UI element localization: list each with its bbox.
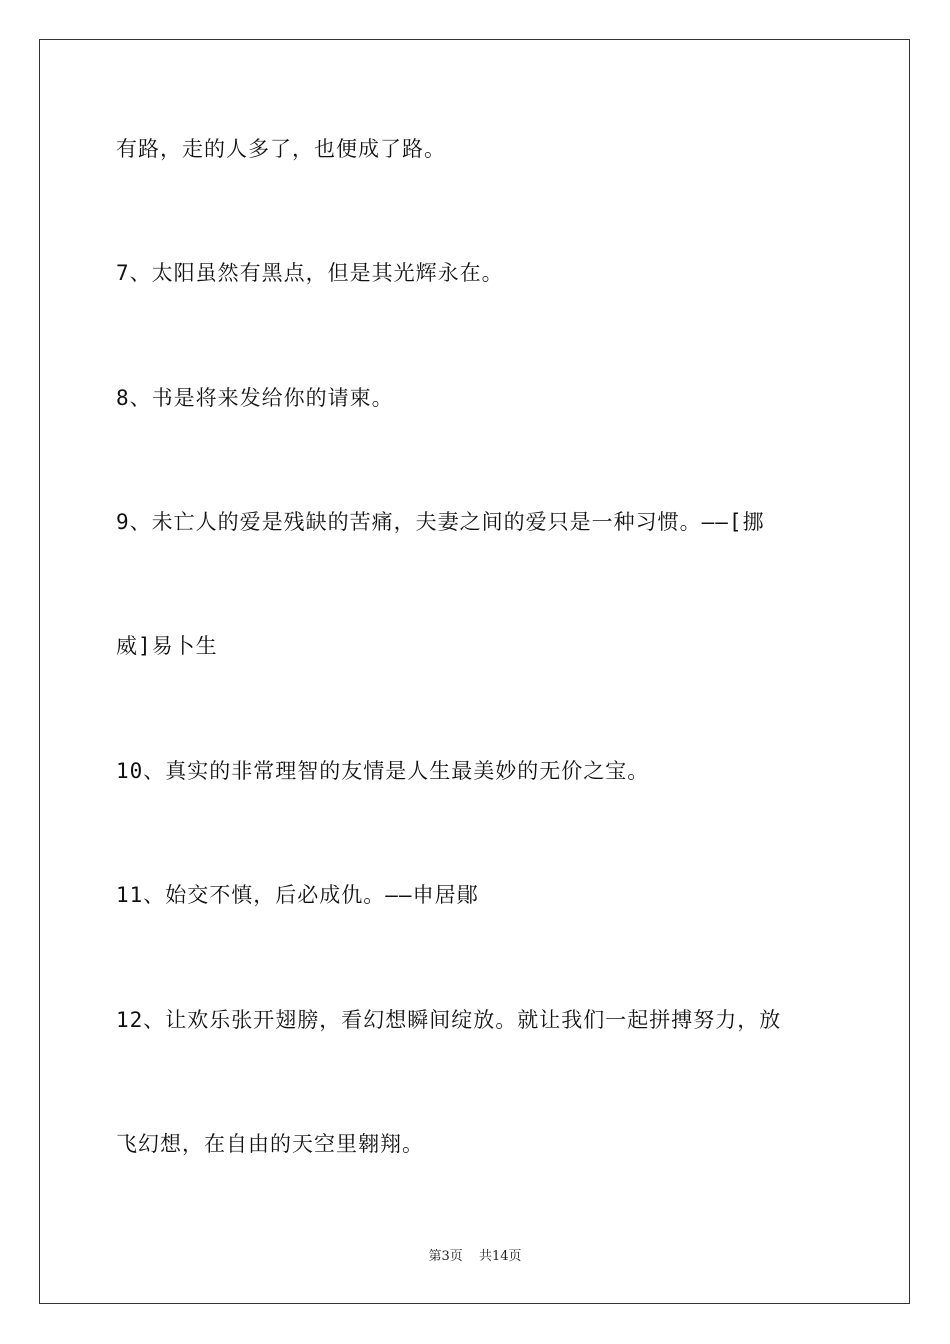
text-line: 有路，走的人多了，也便成了路。 [116, 137, 446, 161]
page-frame [39, 39, 910, 1304]
text-line: 10、真实的非常理智的友情是人生最美妙的无价之宝。 [116, 759, 650, 783]
text-line: 威]易卜生 [116, 634, 218, 658]
text-line: 11、始交不慎，后必成仇。——申居鄖 [116, 883, 479, 907]
text-line: 9、未亡人的爱是残缺的苦痛，夫妻之间的爱只是一种习惯。——[挪 [116, 510, 765, 534]
page-total: 共14页 [478, 1249, 522, 1264]
page-number: 第3页 [428, 1249, 463, 1264]
text-line: 12、让欢乐张开翅膀，看幻想瞬间绽放。就让我们一起拼搏努力，放 [116, 1008, 782, 1032]
page-footer [0, 1245, 950, 1264]
text-line: 飞幻想，在自由的天空里翱翔。 [116, 1132, 424, 1156]
text-line: 8、书是将来发给你的请柬。 [116, 386, 394, 410]
text-line: 7、太阳虽然有黑点，但是其光辉永在。 [116, 261, 504, 285]
